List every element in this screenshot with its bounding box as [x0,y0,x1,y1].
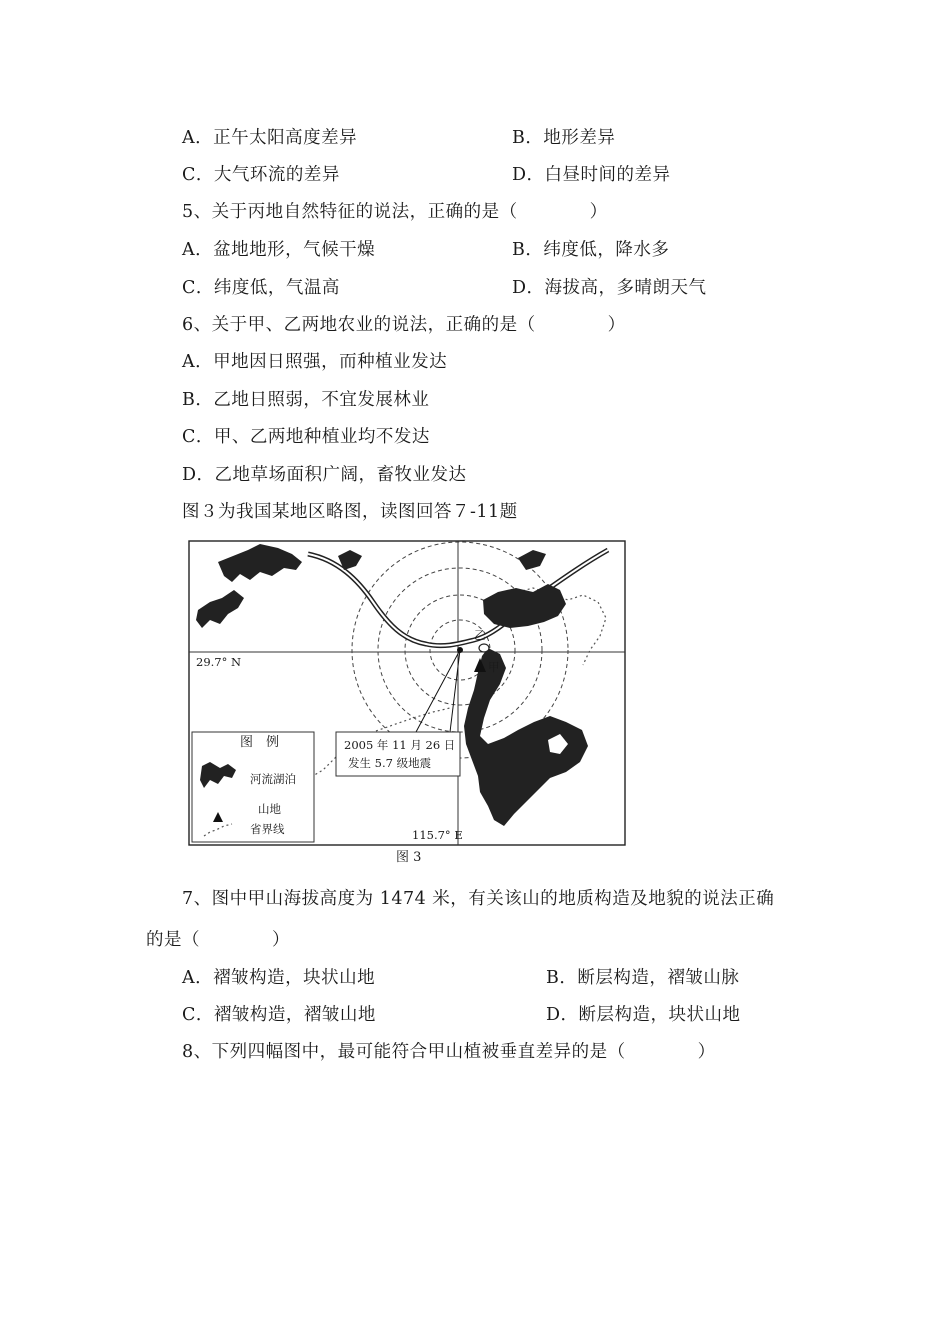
q6-option-c: C．甲、乙两地种植业均不发达 [182,427,430,447]
q4-option-a: A．正午太阳高度差异 [182,128,358,148]
callout-event: 发生 5.7 级地震 [348,756,432,770]
q8-stem: 8、下列四幅图中，最可能符合甲山植被垂直差异的是（ ） [182,1042,716,1062]
label-jia: 甲 [488,660,500,674]
q5-stem: 5、关于丙地自然特征的说法，正确的是（ ） [182,202,608,222]
q5-option-c: C．纬度低，气温高 [182,278,340,298]
legend-river-label: 河流湖泊 [250,772,296,786]
label-yi: 乙 [474,628,486,642]
callout-date: 2005 年 11 月 26 日 [344,738,456,752]
q7-option-c: C．褶皱构造，褶皱山地 [182,1005,376,1025]
q7-stem-line1: 7、图中甲山海拔高度为 1474 米，有关该山的地质构造及地貌的说法正确 [182,889,775,909]
q5-option-d: D．海拔高，多晴朗天气 [512,278,707,298]
q4-option-b: B．地形差异 [512,128,616,148]
q5-option-b: B．纬度低，降水多 [512,240,670,260]
figure-intro: 图３为我国某地区略图，读图回答７-11题 [182,502,518,522]
q7-option-b: B．断层构造，褶皱山脉 [546,968,740,988]
q4-option-d: D．白昼时间的差异 [512,165,671,185]
q4-option-c: C．大气环流的差异 [182,165,340,185]
q6-stem: 6、关于甲、乙两地农业的说法，正确的是（ ） [182,315,626,335]
q7-option-a: A．褶皱构造，块状山地 [182,968,376,988]
yi-marker [479,644,489,652]
q7-option-d: D．断层构造，块状山地 [546,1005,741,1025]
legend-border-label: 省界线 [250,822,285,836]
legend-title: 图 例 [240,735,280,750]
latitude-label: 29.7° N [196,655,242,669]
longitude-label: 115.7° E [412,828,463,842]
figure-caption: 图 3 [396,850,422,865]
q6-option-a: A．甲地因日照强，而种植业发达 [182,352,448,372]
q6-option-d: D．乙地草场面积广阔，畜牧业发达 [182,465,467,485]
legend-mountain-label: 山地 [258,802,281,816]
map-figure [188,540,626,846]
q6-option-b: B．乙地日照弱，不宜发展林业 [182,390,430,410]
q7-stem-line2: 的是（ ） [146,930,290,950]
q5-option-a: A．盆地地形，气候干燥 [182,240,376,260]
